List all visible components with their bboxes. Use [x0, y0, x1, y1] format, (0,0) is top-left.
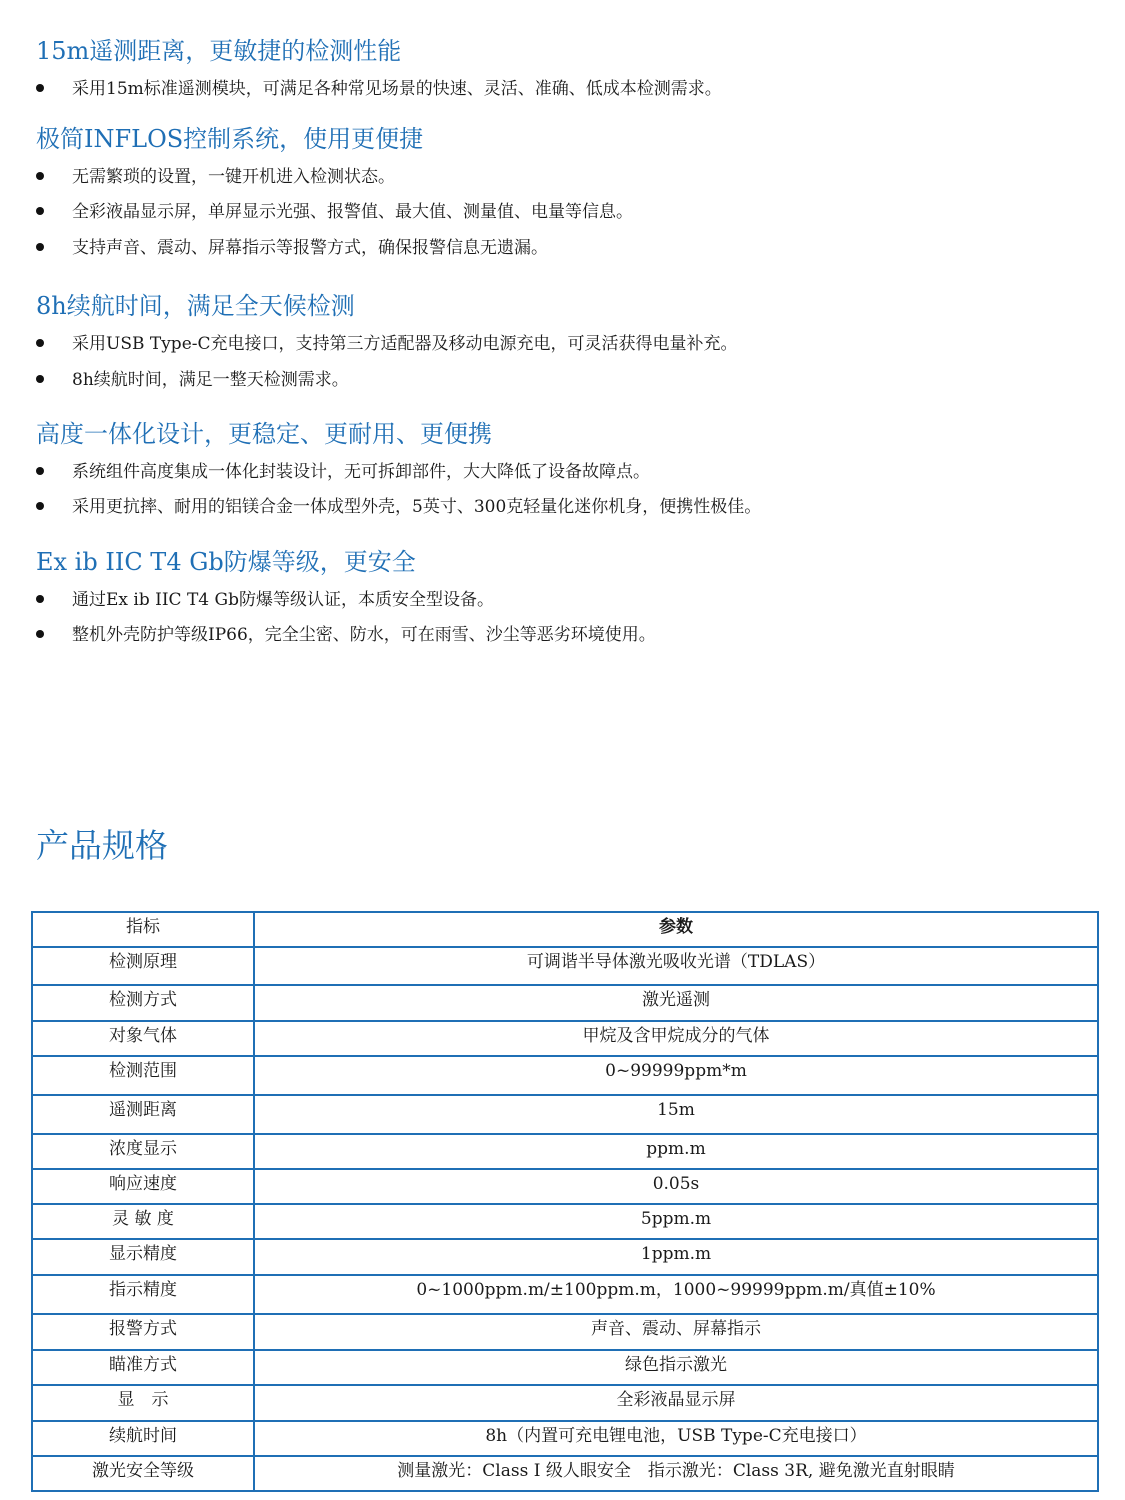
- table-row: [32, 1385, 1098, 1421]
- cell-value: 激光遥测: [254, 985, 1098, 1021]
- bullet-item: 8h续航时间，满足一整天检测需求。: [36, 369, 349, 391]
- cell-value: 甲烷及含甲烷成分的气体: [254, 1021, 1098, 1056]
- cell-label: 浓度显示: [32, 1134, 254, 1169]
- cell-label: 指示精度: [32, 1275, 254, 1314]
- table-row: [32, 1056, 1098, 1095]
- cell-value: 0.05s: [254, 1169, 1098, 1204]
- bullet-item: 全彩液晶显示屏，单屏显示光强、报警值、最大值、测量值、电量等信息。: [36, 201, 633, 223]
- cell-label: 瞄准方式: [32, 1350, 254, 1385]
- cell-value: 全彩液晶显示屏: [254, 1385, 1098, 1421]
- bullet-dot-icon: [36, 207, 44, 215]
- cell-value: 1ppm.m: [254, 1239, 1098, 1275]
- bullet-item: 通过Ex ib IIC T4 Gb防爆等级认证，本质安全型设备。: [36, 589, 494, 611]
- bullet-dot-icon: [36, 595, 44, 603]
- header-cell-indicator: 指标: [32, 912, 254, 947]
- table-header-row: [32, 912, 1098, 947]
- cell-value: ppm.m: [254, 1134, 1098, 1169]
- cell-label: 续航时间: [32, 1421, 254, 1456]
- cell-value: 可调谐半导体激光吸收光谱（TDLAS）: [254, 947, 1098, 985]
- table-row: [32, 1314, 1098, 1350]
- bullet-dot-icon: [36, 172, 44, 180]
- bullet-item: 整机外壳防护等级IP66，完全尘密、防水，可在雨雪、沙尘等恶劣环境使用。: [36, 624, 656, 646]
- cell-value: 0~1000ppm.m/±100ppm.m，1000~99999ppm.m/真值±10%: [254, 1275, 1098, 1314]
- section-title-range: 15m遥测距离，更敏捷的检测性能: [36, 37, 402, 65]
- cell-value: 5ppm.m: [254, 1204, 1098, 1239]
- section-title-battery: 8h续航时间，满足全天候检测: [36, 292, 355, 320]
- bullet-item: 支持声音、震动、屏幕指示等报警方式，确保报警信息无遗漏。: [36, 237, 548, 259]
- table-row: [32, 985, 1098, 1021]
- bullet-dot-icon: [36, 502, 44, 510]
- table-row: [32, 1134, 1098, 1169]
- cell-label: 遥测距离: [32, 1095, 254, 1134]
- cell-value: 声音、震动、屏幕指示: [254, 1314, 1098, 1350]
- cell-label: 检测范围: [32, 1056, 254, 1095]
- bullet-item: 采用15m标准遥测模块，可满足各种常见场景的快速、灵活、准确、低成本检测需求。: [36, 78, 722, 100]
- section-title-explosion: Ex ib IIC T4 Gb防爆等级，更安全: [36, 548, 416, 576]
- cell-label: 报警方式: [32, 1314, 254, 1350]
- cell-label: 对象气体: [32, 1021, 254, 1056]
- cell-label: 显示精度: [32, 1239, 254, 1275]
- section-title-design: 高度一体化设计，更稳定、更耐用、更便携: [36, 420, 492, 448]
- table-row: [32, 947, 1098, 985]
- cell-label: 检测原理: [32, 947, 254, 985]
- table-row: [32, 1456, 1098, 1491]
- cell-value: 0~99999ppm*m: [254, 1056, 1098, 1095]
- header-cell-parameter: 参数: [254, 912, 1098, 947]
- table-row: [32, 1169, 1098, 1204]
- cell-label: 显 示: [32, 1385, 254, 1421]
- table-row: [32, 1239, 1098, 1275]
- table-row: [32, 1095, 1098, 1134]
- cell-label: 响应速度: [32, 1169, 254, 1204]
- bullet-item: 系统组件高度集成一体化封装设计，无可拆卸部件，大大降低了设备故障点。: [36, 461, 650, 483]
- spec-table: [31, 911, 1099, 1492]
- bullet-dot-icon: [36, 339, 44, 347]
- bullet-dot-icon: [36, 375, 44, 383]
- bullet-item: 无需繁琐的设置，一键开机进入检测状态。: [36, 166, 395, 188]
- cell-value: 绿色指示激光: [254, 1350, 1098, 1385]
- bullet-dot-icon: [36, 630, 44, 638]
- table-row: [32, 1275, 1098, 1314]
- cell-label: 灵 敏 度: [32, 1204, 254, 1239]
- cell-value: 15m: [254, 1095, 1098, 1134]
- cell-value: 测量激光：Class I 级人眼安全 指示激光：Class 3R, 避免激光直射眼睛: [254, 1456, 1098, 1491]
- spec-title: 产品规格: [36, 826, 168, 865]
- table-row: [32, 1421, 1098, 1456]
- table-row: [32, 1204, 1098, 1239]
- cell-value: 8h（内置可充电锂电池，USB Type-C充电接口）: [254, 1421, 1098, 1456]
- table-row: [32, 1350, 1098, 1385]
- cell-label: 检测方式: [32, 985, 254, 1021]
- cell-label: 激光安全等级: [32, 1456, 254, 1491]
- bullet-dot-icon: [36, 243, 44, 251]
- table-row: [32, 1021, 1098, 1056]
- bullet-dot-icon: [36, 467, 44, 475]
- bullet-item: 采用USB Type-C充电接口，支持第三方适配器及移动电源充电，可灵活获得电量补充。: [36, 333, 738, 355]
- bullet-item: 采用更抗摔、耐用的铝镁合金一体成型外壳，5英寸、300克轻量化迷你机身，便携性极佳。: [36, 496, 761, 518]
- section-title-inflos: 极简INFLOS控制系统，使用更便捷: [36, 125, 424, 153]
- bullet-dot-icon: [36, 84, 44, 92]
